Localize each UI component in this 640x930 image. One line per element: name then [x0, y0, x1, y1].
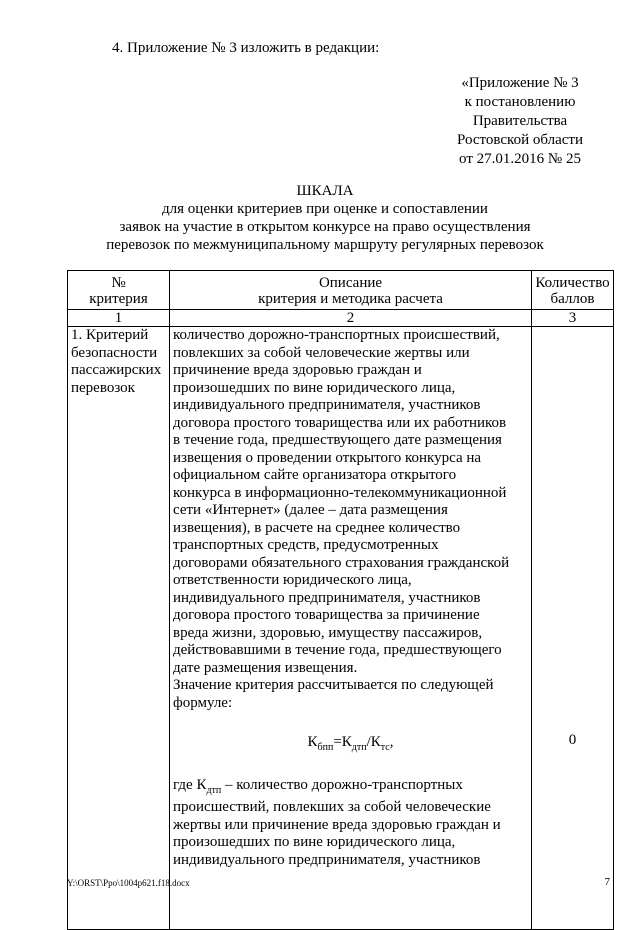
header-text: Описание	[318, 275, 383, 291]
document-title-block	[95, 182, 555, 254]
description-line: в течение года, предшествующего дате размещения	[173, 432, 502, 448]
column-number: 1	[68, 310, 170, 327]
description-line: дате размещения извещения.	[173, 659, 358, 676]
column-number: 3	[532, 310, 614, 327]
criterion-line: безопасности	[71, 344, 158, 361]
description-line: произошедших по вине юридического лица,	[173, 379, 456, 396]
subtitle-line: заявок на участие в открытом конкурсе на право осуществления	[119, 219, 531, 235]
formula-part: =К	[333, 734, 352, 750]
document-title: ШКАЛА	[296, 183, 354, 199]
subtitle-line: для оценки критериев при оценке и сопоставлении	[162, 201, 488, 217]
description-line: сети «Интернет» (далее – дата размещения	[173, 502, 448, 518]
formula-subscript: бпп	[317, 742, 334, 753]
description-line: формуле:	[173, 694, 233, 711]
header-text: баллов	[550, 291, 595, 307]
appendix-line: Ростовской области	[457, 132, 583, 148]
appendix-line: от 27.01.2016 № 25	[459, 151, 581, 167]
criterion-line: пассажирских	[71, 362, 162, 378]
header-points	[532, 271, 614, 310]
description-line: жертвы или причинение вреда здоровью граждан и	[173, 816, 501, 833]
formula-subscript: дтп	[351, 742, 367, 753]
description-line: извещения), в расчете на среднее количество	[173, 519, 461, 536]
header-text: №	[111, 275, 126, 291]
column-number: 2	[170, 310, 532, 327]
description-line: действовавшими в течение года, предшествующего	[173, 642, 502, 658]
appendix-line: Правительства	[472, 113, 568, 129]
criteria-table	[67, 270, 614, 930]
description-line: причинение вреда здоровью граждан и	[173, 362, 422, 378]
description-line: извещения о проведении открытого конкурса на	[173, 449, 482, 466]
intro-paragraph: 4. Приложение № 3 изложить в редакции:	[112, 40, 380, 56]
description-line: количество дорожно-транспортных происшествий,	[173, 327, 500, 343]
description-line: официальном сайте организатора открытого	[173, 467, 457, 483]
description-line: индивидуального предпринимателя, участников	[173, 851, 481, 868]
appendix-reference	[457, 74, 583, 169]
criterion-line: 1. Критерий	[71, 327, 149, 343]
description-text: где К	[173, 776, 207, 793]
page-number: 7	[604, 876, 610, 888]
header-text: критерия и методика расчета	[258, 291, 443, 307]
description-line: договора простого товарищества или их работников	[173, 414, 507, 431]
table-header-row	[68, 271, 614, 310]
formula-part: К	[307, 734, 318, 750]
description-line: договорами обязательного страхования гражданской	[173, 554, 510, 571]
description-line: индивидуального предпринимателя, участников	[173, 589, 481, 606]
description-line: Значение критерия рассчитывается по следующей	[173, 677, 494, 693]
table-row	[68, 327, 614, 930]
description-line: конкурса в информационно-телекоммуникационной	[173, 484, 507, 501]
header-description	[170, 271, 532, 310]
description-line: договора простого товарищества за причинение	[173, 607, 480, 623]
header-text: Количество	[535, 275, 610, 291]
description-line: транспортных средств, предусмотренных	[173, 537, 439, 553]
description-line: повлекших за собой человеческие жертвы или	[173, 344, 470, 361]
column-number-row	[68, 310, 614, 327]
criterion-line: перевозок	[71, 379, 135, 396]
header-criterion-number	[68, 271, 170, 310]
formula-part: /К	[366, 734, 381, 750]
appendix-line: к постановлению	[464, 94, 576, 110]
description-line: произошедших по вине юридического лица,	[173, 834, 456, 850]
footer-file-path: Y:\ORST\Ppo\1004p621.f18.docx	[67, 878, 190, 888]
subtitle-line: перевозок по межмуниципальному маршруту регулярных перевозок	[106, 237, 544, 253]
description-text: – количество дорожно-транспортных	[221, 776, 463, 793]
formula-part: ,	[389, 734, 394, 750]
formula-subscript: дтп	[206, 784, 222, 796]
appendix-line: «Приложение № 3	[461, 75, 579, 91]
formula-subscript: тс	[380, 742, 390, 753]
formula	[173, 734, 528, 757]
description-line: индивидуального предпринимателя, участников	[173, 397, 481, 413]
description-line	[173, 777, 528, 800]
criterion-cell	[68, 327, 170, 930]
description-line: происшествий, повлекших за собой человеческие	[173, 799, 491, 815]
points-cell	[532, 327, 614, 930]
description-cell	[170, 327, 532, 930]
description-line: ответственности юридического лица,	[173, 572, 412, 588]
description-line: вреда жизни, здоровью, имуществу пассажиров,	[173, 624, 483, 641]
header-text: критерия	[89, 291, 148, 307]
points-value: 0	[568, 732, 577, 748]
